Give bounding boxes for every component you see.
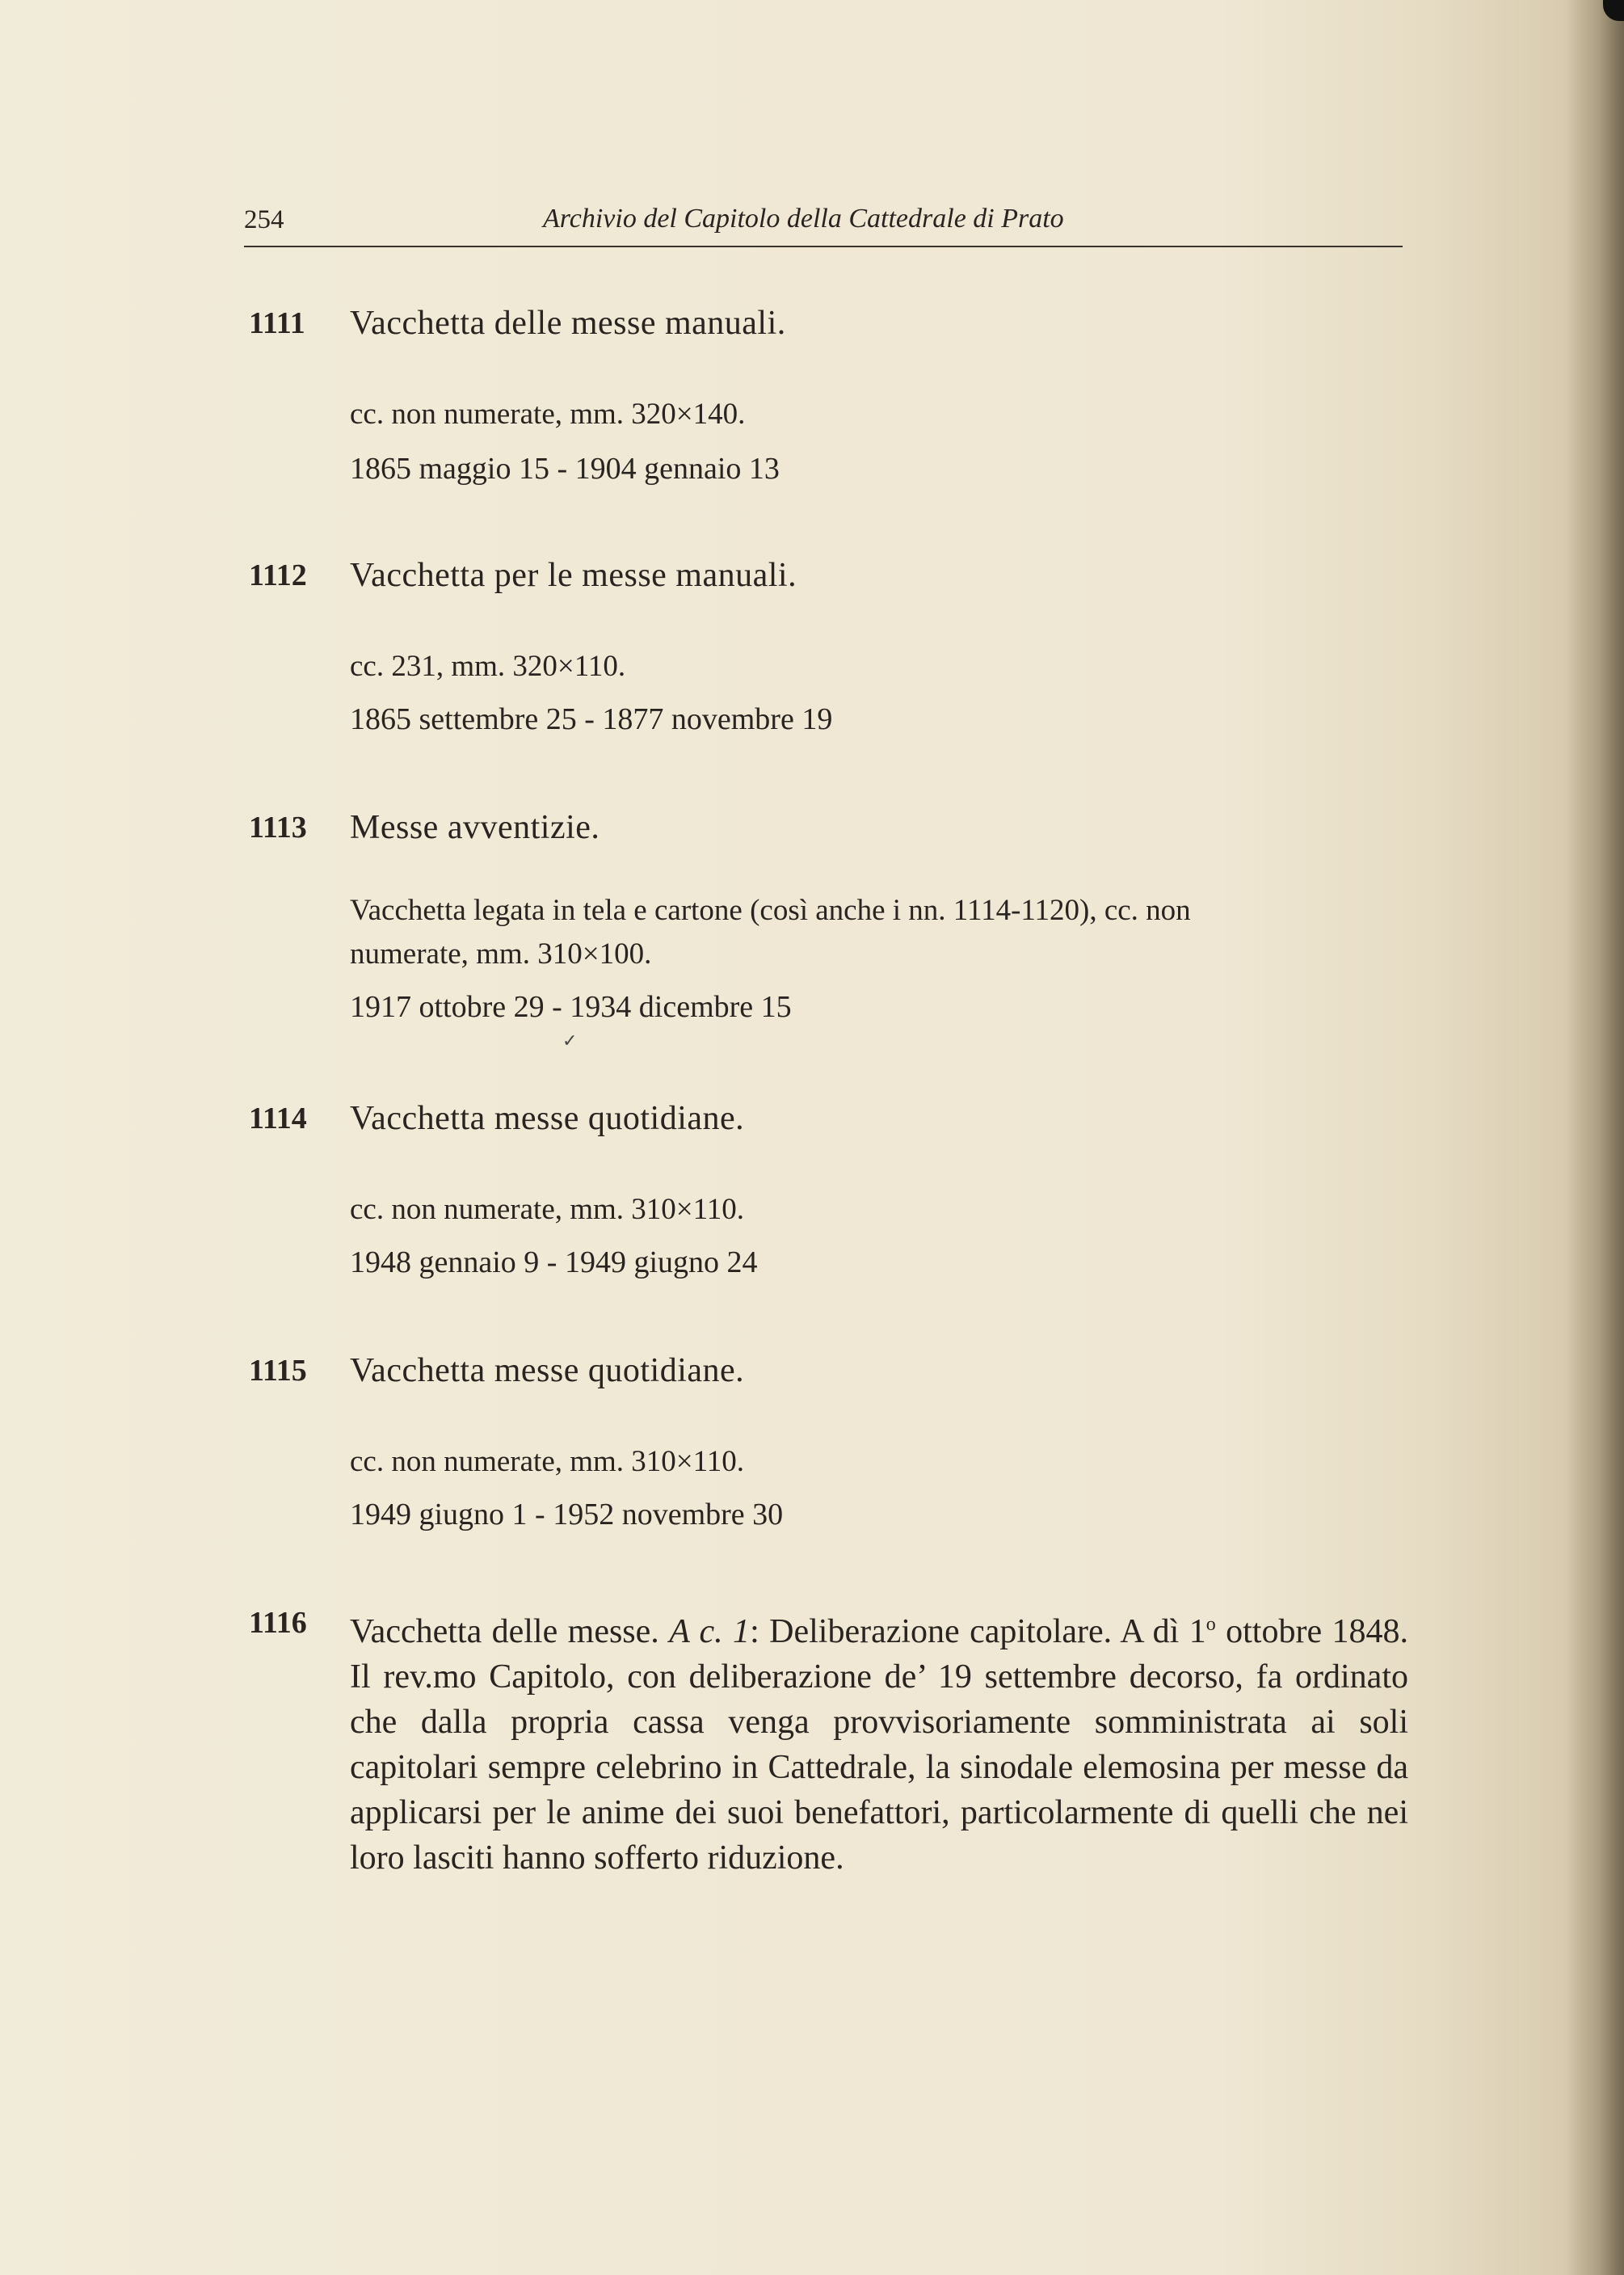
entry-description: cc. non numerate, mm. 310×110. — [350, 1193, 745, 1226]
entry-1116 — [249, 1605, 1420, 1928]
entry-1111 — [249, 305, 1420, 491]
entry-description: cc. non numerate, mm. 310×110. — [350, 1445, 745, 1478]
entry-description-line-2: numerate, mm. 310×100. — [350, 937, 652, 971]
entry-text-continued: : Deliberazione capitolare. A dì 1 — [750, 1613, 1206, 1650]
entry-number: 1115 — [249, 1354, 307, 1388]
entry-1113 — [249, 810, 1420, 1028]
book-gutter-shadow — [1567, 0, 1624, 2275]
entry-date: 1917 ottobre 29 - 1934 dicembre 15 — [350, 990, 792, 1024]
entry-number: 1111 — [249, 306, 305, 340]
entry-date: 1865 settembre 25 - 1877 novembre 19 — [350, 702, 833, 736]
entry-date: 1948 gennaio 9 - 1949 giugno 24 — [350, 1245, 758, 1279]
entry-number: 1112 — [249, 558, 307, 592]
entry-text-start: Vacchetta delle messe. — [350, 1613, 670, 1650]
entry-description-line-1: Vacchetta legata in tela e cartone (così anche i nn. 1114-1120), cc. non — [350, 894, 1191, 927]
entry-title: Vacchetta messe quotidiane. — [350, 1352, 745, 1389]
entry-number: 1113 — [249, 811, 307, 845]
entry-italic-reference: A c. 1 — [669, 1613, 751, 1650]
page-number: 254 — [244, 205, 284, 234]
entry-title: Messe avventizie. — [350, 809, 600, 846]
entry-1114 — [249, 1101, 1420, 1287]
entry-number: 1116 — [249, 1606, 307, 1640]
entry-title: Vacchetta messe quotidiane. — [350, 1100, 745, 1137]
entry-long-text — [350, 1602, 1408, 1881]
entry-1115 — [249, 1353, 1420, 1539]
entry-date: 1865 maggio 15 - 1904 gennaio 13 — [350, 452, 780, 486]
entry-1112 — [249, 558, 1420, 744]
entry-superscript: o — [1205, 1614, 1216, 1635]
entry-description: cc. non numerate, mm. 320×140. — [350, 398, 746, 431]
entry-title: Vacchetta delle messe manuali. — [350, 305, 786, 342]
pencil-tick-mark: ✓ — [562, 1031, 578, 1051]
entry-number: 1114 — [249, 1102, 307, 1135]
entry-description: cc. 231, mm. 320×110. — [350, 650, 626, 683]
page-header — [244, 200, 1403, 247]
entry-title: Vacchetta per le messe manuali. — [350, 557, 797, 594]
entry-text-rest: ottobre 1848. Il rev.mo Capitolo, con deliberazione de’ 19 settembre decorso, fa ordinato che dalla propria cassa venga provvisoriamente somministrata ai soli capitolari sempre celebrino in Cattedrale, la sinodale elemosina per messe da applicarsi per le anime dei suoi benefattori, particolarmente di quelli che nei loro lasciti hanno sofferto riduzione. — [350, 1613, 1408, 1877]
entry-date: 1949 giugno 1 - 1952 novembre 30 — [350, 1498, 784, 1531]
running-title: Archivio del Capitolo della Cattedrale di Prato — [543, 204, 1064, 234]
